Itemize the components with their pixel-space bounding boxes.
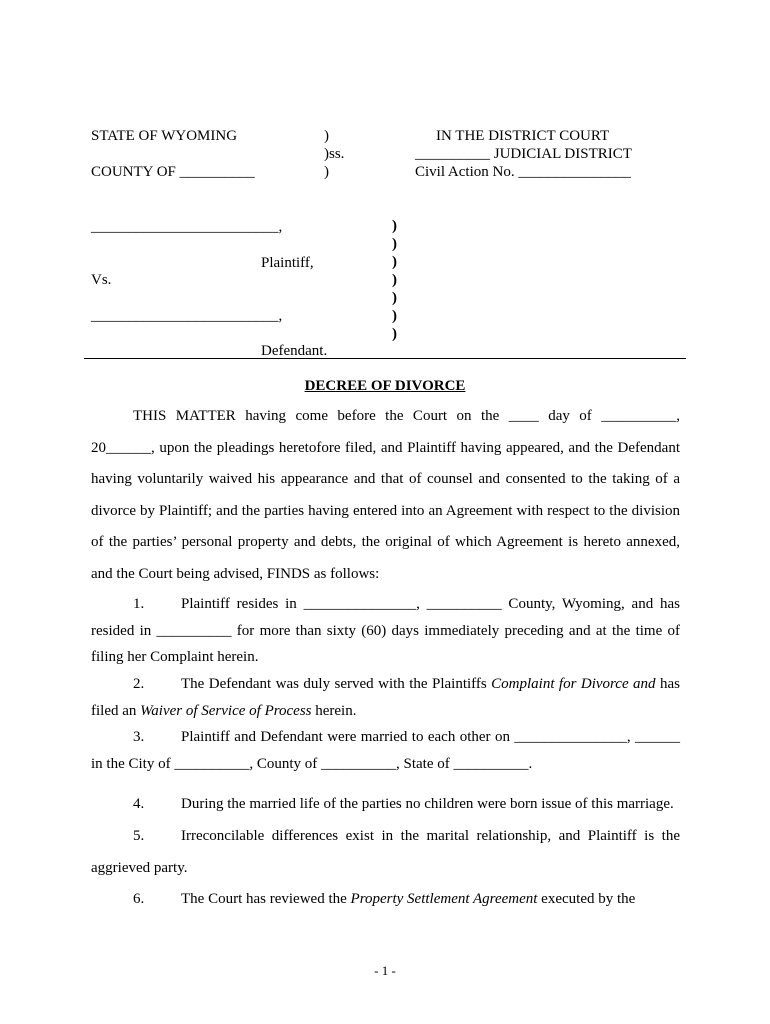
- county-label: COUNTY OF __________: [91, 164, 255, 180]
- finding-3-rest: in the City of __________, County of __________, State of __________.: [91, 755, 533, 772]
- finding-4: [91, 789, 680, 821]
- parties-paren-column: [392, 217, 397, 343]
- finding-6: [91, 884, 680, 916]
- finding-number: 4.: [133, 796, 145, 812]
- finding-2-text-c: filed an: [91, 702, 141, 719]
- finding-1-line-1: [91, 591, 680, 618]
- finding-2-text-a: The Defendant was duly served with the Plaintiffs: [181, 676, 492, 692]
- finding-5-line-1: [91, 821, 680, 853]
- caption-paren-3: ): [324, 164, 329, 180]
- finding-number: 6.: [133, 891, 145, 907]
- paren: ): [392, 290, 397, 306]
- finding-number: 1.: [133, 596, 145, 612]
- finding-1: [91, 591, 680, 671]
- versus-label: Vs.: [91, 272, 112, 288]
- intro-line-1-text: THIS MATTER having come before the Court on the ____ day of __________,: [133, 408, 680, 424]
- paren: ): [392, 218, 397, 234]
- finding-5-text: Irreconcilable differences exist in the marital relationship, and Plaintiff is the: [181, 828, 680, 844]
- finding-6-text-a: The Court has reviewed the: [181, 891, 351, 907]
- defendant-label: Defendant.: [261, 343, 328, 359]
- caption-paren-ss: )ss.: [324, 146, 345, 162]
- plaintiff-label: Plaintiff,: [261, 255, 314, 271]
- finding-3-text: Plaintiff and Defendant were married to each other on _______________, ______: [181, 729, 680, 745]
- finding-2-line-1: [91, 671, 680, 698]
- intro-rest: 20______, upon the pleadings heretofore filed, and Plaintiff having appeared, and the Defendant having voluntarily waived his appearance and that of counsel and consented to the taking of a divorce by Plaintiff; and the parties having entered into an Agreement with respect to the division of the parties’ personal property and debts, the original of which Agreement is hereto annexed, and the Court being advised, FINDS as follows:: [91, 439, 680, 582]
- finding-2-line-2: [91, 698, 680, 725]
- finding-1-rest: resided in __________ for more than sixty (60) days immediately preceding and at the time of filing her Complaint herein.: [91, 622, 680, 665]
- finding-5: [91, 821, 680, 884]
- court-name: IN THE DISTRICT COURT: [436, 128, 610, 144]
- finding-1-text: Plaintiff resides in _______________, __________ County, Wyoming, and has: [181, 596, 680, 612]
- finding-number: 2.: [133, 676, 145, 692]
- paren: ): [392, 236, 397, 252]
- paren: ): [392, 272, 397, 288]
- intro-paragraph: [91, 401, 680, 590]
- complaint-title: Complaint for Divorce and: [491, 676, 656, 692]
- paren: ): [392, 308, 397, 324]
- settlement-agreement-title: Property Settlement Agreement: [350, 891, 538, 907]
- defendant-name-blank: _________________________,: [91, 308, 283, 324]
- finding-6-line: [91, 884, 680, 916]
- intro-line-1: [91, 401, 680, 433]
- caption-paren-1: ): [324, 128, 329, 144]
- finding-5-rest: aggrieved party.: [91, 859, 188, 876]
- finding-2-text-b: has: [655, 676, 680, 692]
- finding-number: 3.: [133, 729, 145, 745]
- page-number: - 1 -: [374, 963, 396, 978]
- finding-4-text: During the married life of the parties no children were born issue of this marriage.: [181, 796, 674, 812]
- finding-6-text-b: executed by the: [537, 891, 636, 907]
- document-title: DECREE OF DIVORCE: [304, 378, 466, 394]
- finding-4-line: [91, 789, 680, 821]
- finding-3-line-1: [91, 724, 680, 751]
- finding-number: 5.: [133, 828, 145, 844]
- paren: ): [392, 254, 397, 270]
- civil-action-number: Civil Action No. _______________: [415, 164, 631, 180]
- plaintiff-name-blank: _________________________,: [91, 219, 283, 235]
- caption-divider: [84, 358, 686, 359]
- waiver-title: Waiver of Service of Process: [140, 702, 312, 719]
- state-label: STATE OF WYOMING: [91, 128, 238, 144]
- finding-3: [91, 724, 680, 777]
- judicial-district: __________ JUDICIAL DISTRICT: [415, 146, 632, 162]
- finding-2: [91, 671, 680, 724]
- paren: ): [392, 326, 397, 342]
- finding-2-text-d: herein.: [311, 702, 357, 719]
